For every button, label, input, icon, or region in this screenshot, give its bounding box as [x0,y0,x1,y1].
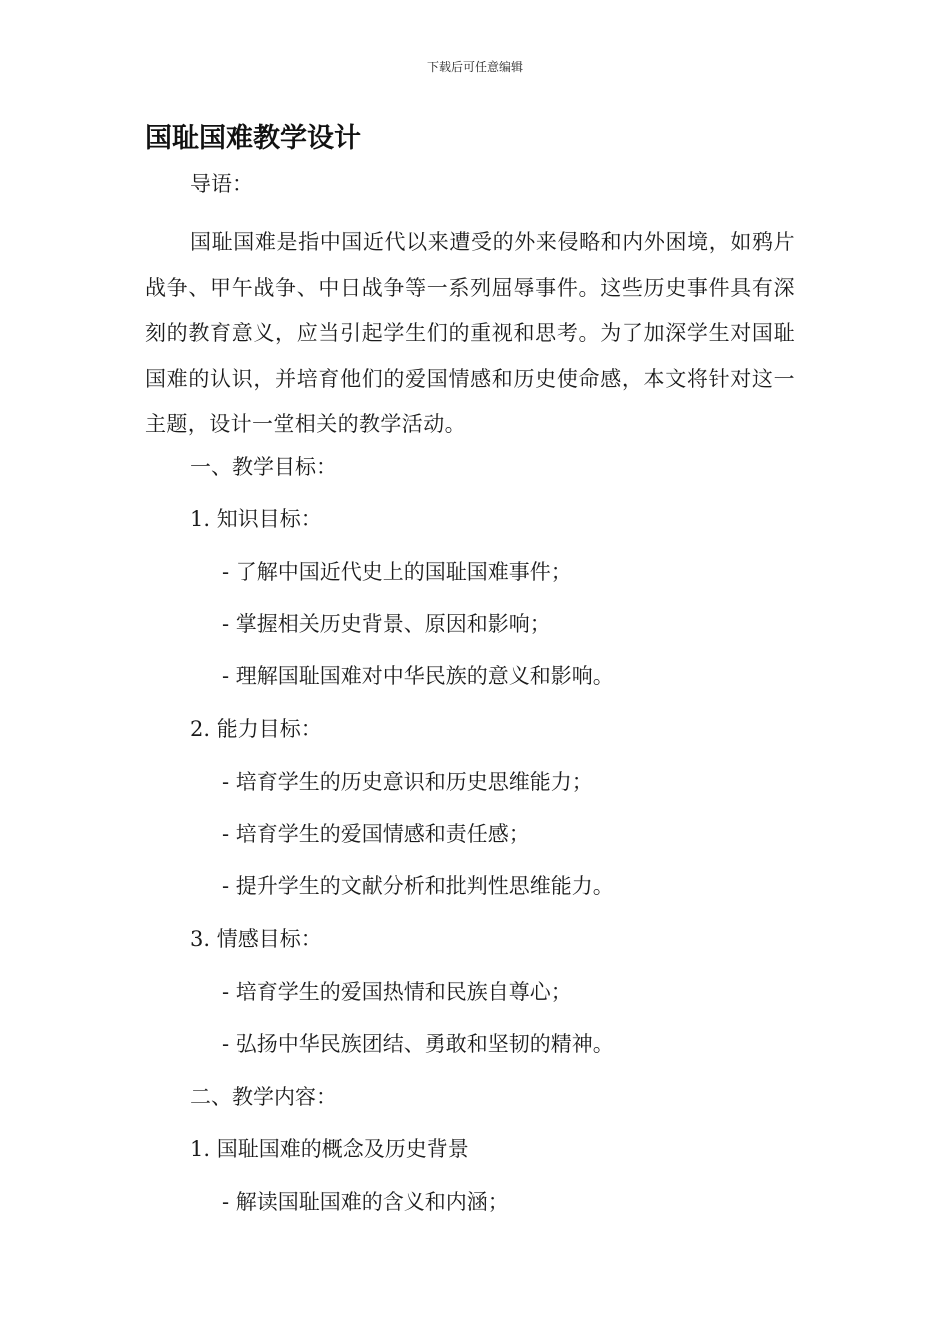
list-item: - 培育学生的历史意识和历史思维能力； [222,770,593,794]
intro-label: 导语： [190,172,253,196]
section-heading-goals: 一、教学目标： [190,455,337,479]
document-title: 国耻国难教学设计 [145,123,361,154]
list-item: - 了解中国近代史上的国耻国难事件； [222,560,572,584]
goal-ability-label: 2. 能力目标： [190,717,322,741]
goal-emotion-label: 3. 情感目标： [190,927,322,951]
section-heading-content: 二、教学内容： [190,1085,337,1109]
list-item: - 培育学生的爱国热情和民族自尊心； [222,980,572,1004]
list-item: - 解读国耻国难的含义和内涵； [222,1190,509,1214]
list-item: - 培育学生的爱国情感和责任感； [222,822,530,846]
list-item: - 理解国耻国难对中华民族的意义和影响。 [222,664,614,688]
page-header: 下载后可任意编辑 [426,60,523,74]
list-item: - 提升学生的文献分析和批判性思维能力。 [222,874,614,898]
list-item: - 弘扬中华民族团结、勇敢和坚韧的精神。 [222,1032,614,1056]
list-item: - 掌握相关历史背景、原因和影响； [222,612,551,636]
goal-knowledge-label: 1. 知识目标： [190,507,322,531]
content-item-label: 1. 国耻国难的概念及历史背景 [190,1137,469,1161]
intro-paragraph: 国耻国难是指中国近代以来遭受的外来侵略和内外困境，如鸦片战争、甲午战争、中日战争等一系列屈辱事件。这些历史事件具有深刻的教育意义，应当引起学生们的重视和思考。为了加深学生对国耻国难的认识，并培育他们的爱国情感和历史使命感，本文将针对这一主题，设计一堂相关的教学活动。 [145,230,795,436]
